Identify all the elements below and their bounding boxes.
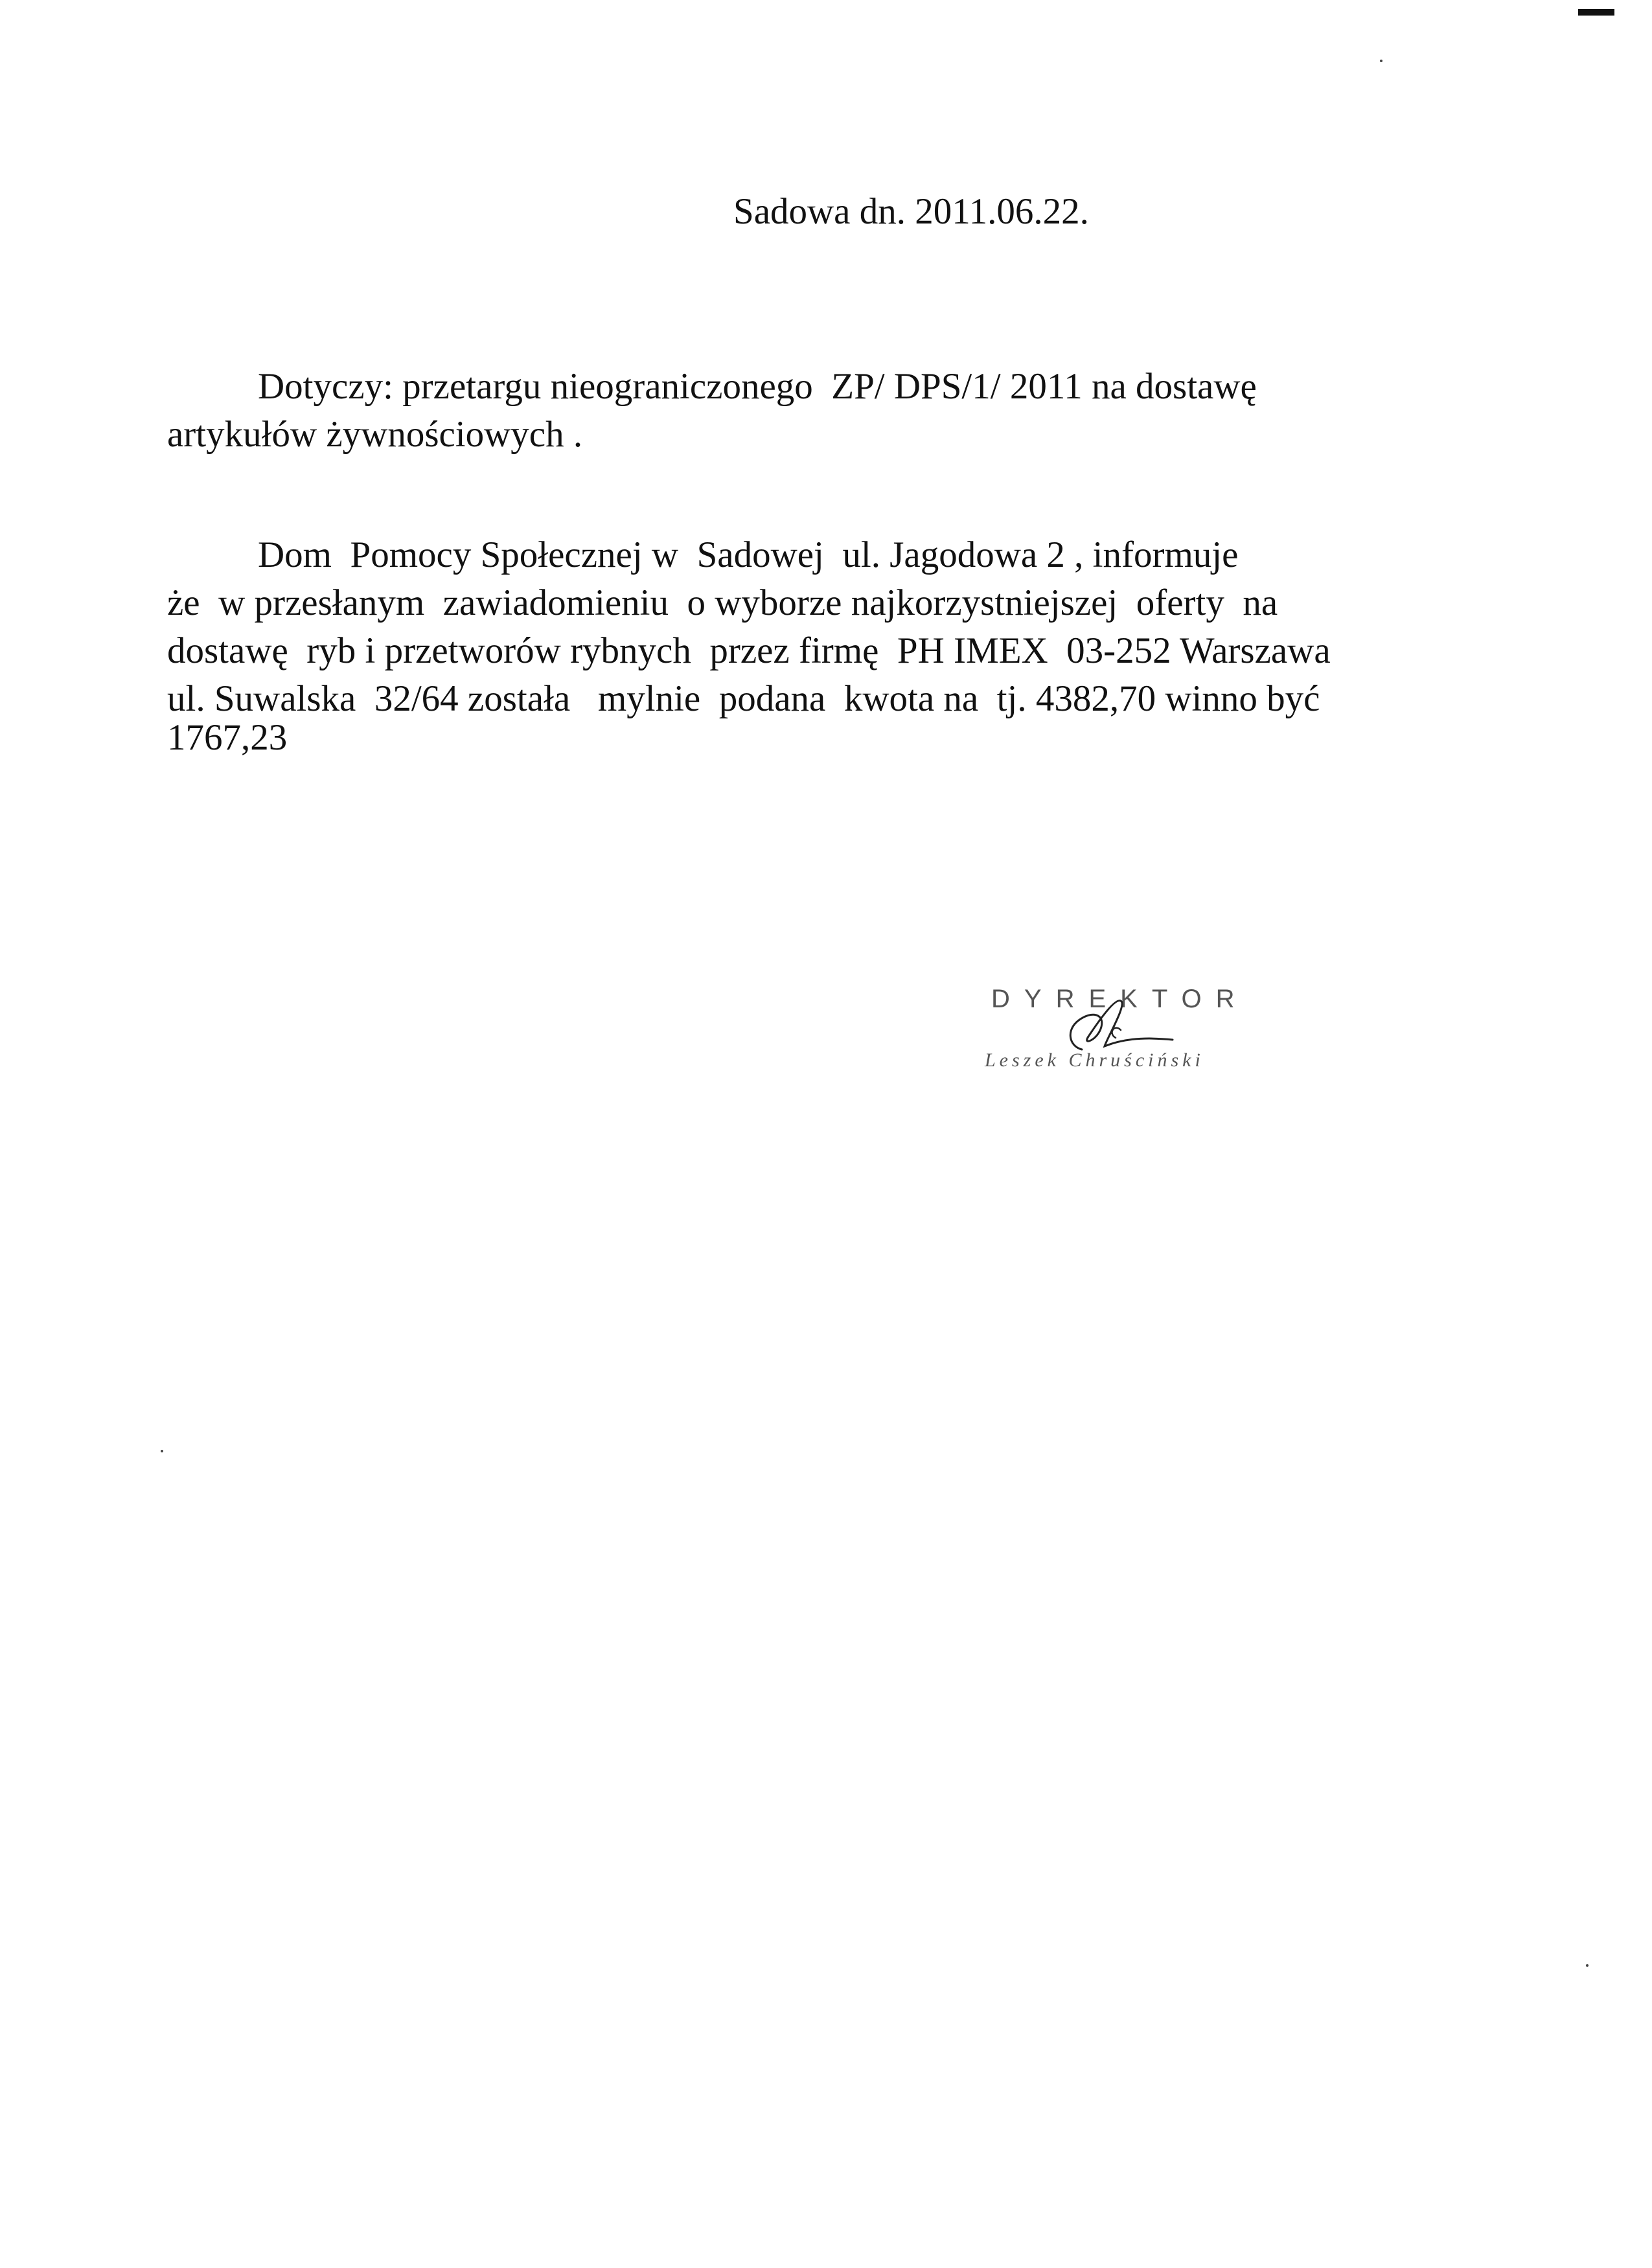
- scan-speck: [1586, 1964, 1589, 1967]
- date-line: Sadowa dn. 2011.06.22.: [733, 191, 1089, 232]
- scan-mark: [1578, 9, 1614, 16]
- scan-speck: [161, 1450, 163, 1452]
- scan-speck: [1380, 60, 1382, 62]
- subject-line-1: Dotyczy: przetargu nieograniczonego ZP/ DPS/1/ 2011 na dostawę: [258, 366, 1257, 407]
- stamp-name: Leszek Chruściński: [985, 1049, 1204, 1071]
- body-line-3: dostawę ryb i przetworów rybnych przez firmę PH IMEX 03-252 Warszawa: [167, 630, 1331, 671]
- stamp-title: DYREKTOR: [991, 985, 1249, 1013]
- body-line-4: ul. Suwalska 32/64 została mylnie podana kwota na tj. 4382,70 winno być: [167, 678, 1320, 719]
- body-line-2: że w przesłanym zawiadomieniu o wyborze najkorzystniejszej oferty na: [167, 582, 1278, 623]
- handwritten-signature: [1043, 985, 1186, 1075]
- body-line-5: 1767,23: [167, 717, 288, 758]
- signature-stamp: [972, 972, 1270, 1088]
- subject-line-2: artykułów żywnościowych .: [167, 414, 583, 455]
- body-line-1: Dom Pomocy Społecznej w Sadowej ul. Jagodowa 2 , informuje: [258, 534, 1239, 575]
